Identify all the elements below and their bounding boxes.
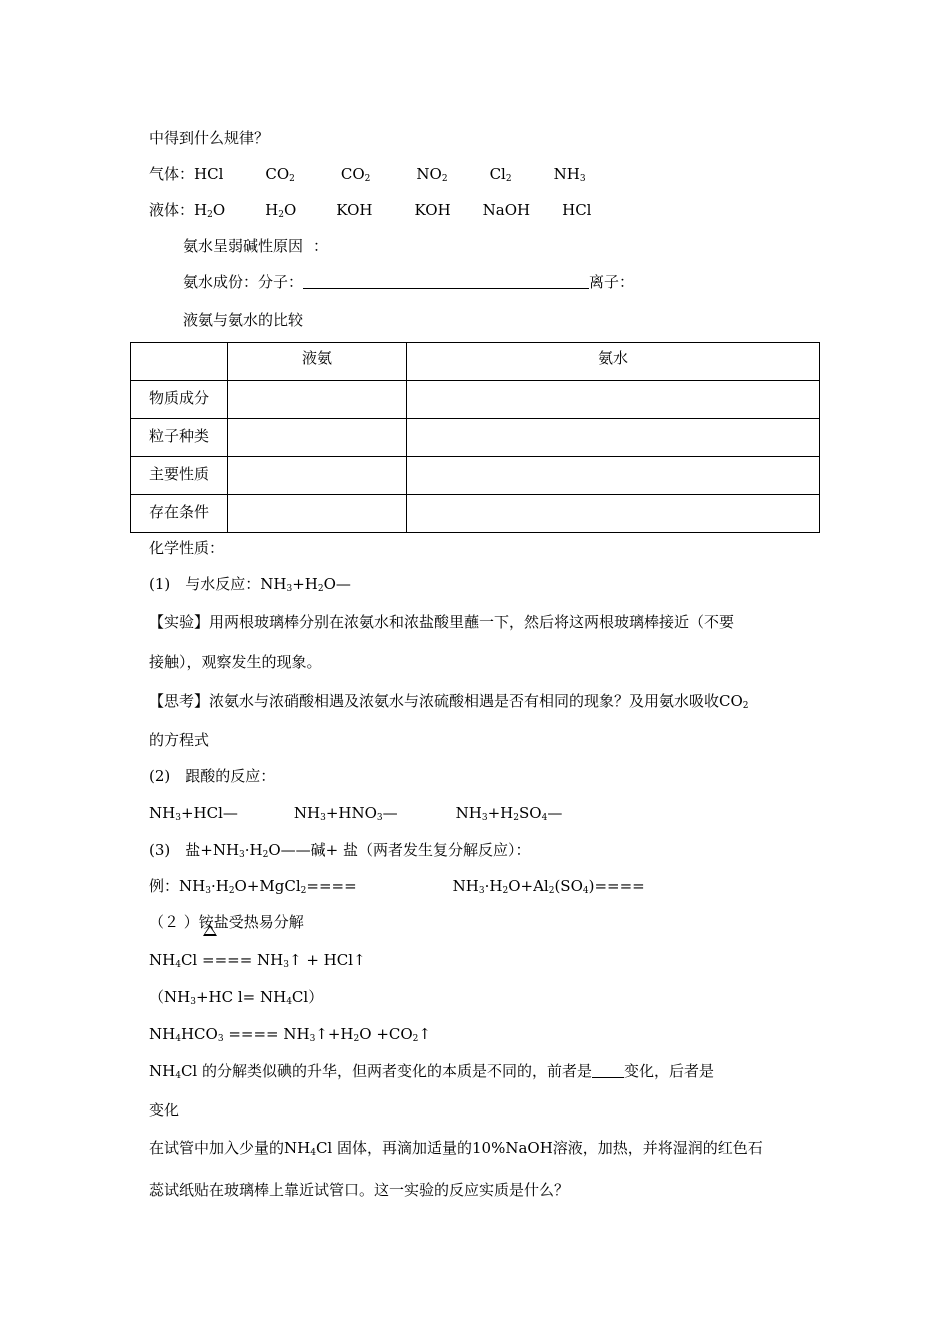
liquids-label: 液体： (149, 201, 195, 219)
liquids-line (149, 200, 591, 220)
example-line (149, 876, 645, 896)
heat-decomposition-heading: （２ ）铵盐受热易分解 (149, 913, 304, 931)
table-row (131, 381, 820, 419)
acid-reaction-h2so4: $NH_3+H_2SO_4—$ (455, 804, 563, 823)
gas-nh3: $NH_3$ (553, 165, 586, 184)
table-col-liquid-ammonia: 液氨 (228, 343, 407, 381)
experiment-line-2: 接触），观察发生的现象。 (149, 653, 322, 671)
gases-line (149, 164, 586, 184)
compare-title: 液氨与氨水的比较 (183, 311, 304, 329)
table-row (131, 419, 820, 457)
row-label-properties: 主要性质 (131, 457, 228, 495)
chem-props-heading: 化学性质： (149, 539, 225, 557)
decomp-nh4cl: $NH_4Cl$ ==== $NH_3↑$ + HCl↑ (149, 951, 366, 970)
combine-nh4cl: （$NH_3+HC$ $l= NH_4Cl$） (149, 988, 324, 1007)
gas-no2: $NO_2$ (416, 165, 448, 184)
change-type-blank[interactable] (592, 1063, 624, 1078)
example-mgcl2: 例：$NH_3\cdot H_2O+MgCl_2====$ (149, 877, 357, 896)
liquid-koh-b: KOH (414, 201, 451, 219)
liquid-h2o-b: $H_2O$ (265, 201, 297, 220)
table-cell[interactable] (228, 457, 407, 495)
table-cell[interactable] (228, 495, 407, 533)
acid-reactions-line (149, 803, 562, 823)
gas-co2-a: $CO_2$ (265, 165, 295, 184)
experiment-line-1: 【实验】用两根玻璃棒分别在浓氨水和浓盐酸里蘸一下，然后将这两根玻璃棒接近（不要 (149, 613, 735, 631)
final-question-line-1: 在试管中加入少量的$NH_4Cl$ 固体，再滴加适量的10%NaOH溶液，加热，并将湿润的红色石 (149, 1139, 763, 1158)
final-question-line-2: 蕊试纸贴在玻璃棒上靠近试管口。这一实验的反应实质是什么？ (149, 1181, 570, 1199)
liquid-hcl: HCl (562, 201, 592, 219)
composition-line (183, 272, 634, 292)
table-cell[interactable] (407, 457, 820, 495)
decomp-nh4hco3: $NH_4HCO_3$ ==== $NH_3↑+H_2O$ $+CO_2↑$ (149, 1025, 431, 1044)
weak-base-line: 氨水呈弱碱性原因 ： (183, 237, 329, 255)
example-al2so43: $NH_3\cdot H_2O+Al_2(SO_4)====$ (452, 877, 645, 896)
liquid-koh-a: KOH (336, 201, 373, 219)
table-cell[interactable] (228, 419, 407, 457)
table-cell[interactable] (407, 495, 820, 533)
acid-reaction-hno3: $NH_3+HNO_3—$ (293, 804, 398, 823)
table-row (131, 495, 820, 533)
table-row (131, 457, 820, 495)
salt-reaction-line: (3) 盐$+NH_3\cdot H_2O——$碱+ 盐（两者发生复分解反应）： (149, 841, 531, 860)
intro-line: 中得到什么规律？ (149, 129, 270, 147)
composition-label: 氨水成份：分子： (183, 273, 304, 291)
gas-hcl: HCl (194, 165, 224, 183)
table-cell[interactable] (407, 419, 820, 457)
liquid-h2o-a: $H_2O$ (194, 201, 226, 220)
reaction-with-water: (1) 与水反应：$NH_3+H_2O—$ (149, 575, 351, 594)
table-corner-cell (131, 343, 228, 381)
sublimation-line-2: 变化 (149, 1101, 180, 1119)
ions-label: 离子： (589, 273, 635, 291)
row-label-conditions: 存在条件 (131, 495, 228, 533)
gases-label: 气体： (149, 165, 195, 183)
sublimation-line-1: $NH_4Cl$ 的分解类似碘的升华，但两者变化的本质是不同的，前者是 变化，后者是 (149, 1062, 715, 1081)
table-header-row (131, 343, 820, 381)
table-cell[interactable] (228, 381, 407, 419)
reaction-with-acid-heading: (2) 跟酸的反应： (149, 767, 276, 785)
row-label-particles: 粒子种类 (131, 419, 228, 457)
table-cell[interactable] (407, 381, 820, 419)
table-col-ammonia-water: 氨水 (407, 343, 820, 381)
row-label-composition: 物质成分 (131, 381, 228, 419)
acid-reaction-hcl: $NH_3+HCl—$ (149, 804, 238, 823)
gas-co2-b: $CO_2$ (340, 165, 371, 184)
molecules-blank[interactable] (303, 274, 589, 289)
heat-triangle-icon (203, 925, 217, 936)
liquid-naoh: NaOH (482, 201, 531, 219)
think-line-1: 【思考】浓氨水与浓硝酸相遇及浓氨水与浓硫酸相遇是否有相同的现象？及用氨水吸收$CO_2$ (149, 692, 749, 711)
comparison-table (130, 342, 820, 533)
gas-cl2: $Cl_2$ (489, 165, 512, 184)
think-line-2: 的方程式 (149, 731, 210, 749)
